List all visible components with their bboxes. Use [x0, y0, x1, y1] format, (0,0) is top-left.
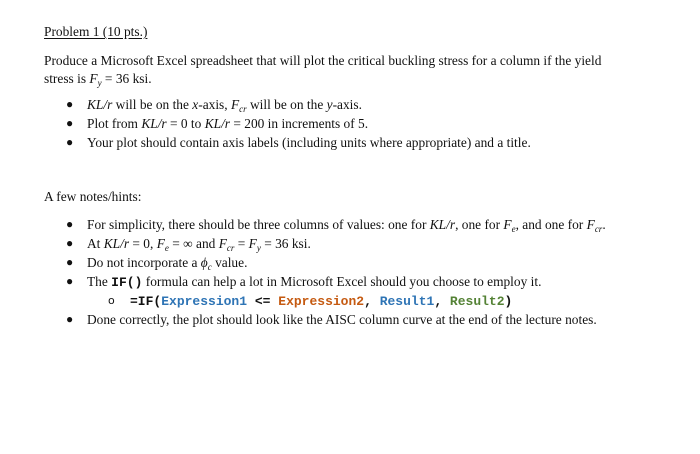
if-function-code: IF(): [111, 275, 143, 290]
notes-list: [0, 215, 606, 329]
bullet-icon: ●: [66, 135, 74, 149]
requirements-list: [0, 95, 531, 152]
bullet-icon: ●: [66, 116, 74, 130]
list-item: ● At KL/r = 0, $F_e$ = ∞ and $F_{cr} = F_y = 36$ ksi.: [66, 236, 311, 253]
notes-title: A few notes/hints:: [44, 189, 142, 204]
list-item: ● The IF() formula can help a lot in Microsoft Excel should you choose to employ it.: [66, 274, 542, 290]
expression2-token: Expression2: [278, 294, 365, 309]
formula-line: o =IF(Expression1 <= Expression2, Result1, Result2): [0, 291, 606, 310]
sub-bullet-icon: o: [108, 294, 115, 307]
result1-token: Result1: [379, 294, 435, 309]
bullet-icon: ●: [66, 255, 74, 269]
list-item: ● For simplicity, there should be three columns of values: one for KL/r, one for $F_e$, and one for $F_{cr}$.: [66, 217, 606, 234]
bullet-icon: ●: [66, 217, 74, 231]
list-item: ● Plot from KL/r = 0 to KL/r = 200 in increments of 5.: [66, 116, 369, 131]
bullet-icon: ●: [66, 97, 74, 111]
bullet-icon: ●: [66, 236, 74, 250]
list-item: ● Your plot should contain axis labels (including units where appropriate) and a title.: [66, 135, 531, 150]
result2-token: Result2: [449, 294, 505, 309]
intro-line-2: stress is $F_y = 36$ ksi.: [44, 71, 152, 88]
bullet-icon: ●: [66, 274, 74, 288]
intro-line-1: Produce a Microsoft Excel spreadsheet that will plot the critical buckling stress for a column if the yield: [44, 53, 602, 68]
list-item: ● Do not incorporate a $\phi_c$ value.: [66, 255, 248, 272]
expression1-token: Expression1: [161, 294, 248, 309]
list-item: ● KL/r will be on the x-axis, $F_{cr}$ will be on the y-axis.: [66, 97, 362, 114]
problem-intro: [44, 52, 674, 88]
bullet-icon: ●: [66, 312, 74, 326]
problem-heading: Problem 1 (10 pts.): [44, 24, 148, 39]
list-item: ● Done correctly, the plot should look like the AISC column curve at the end of the lecture notes.: [66, 312, 597, 327]
